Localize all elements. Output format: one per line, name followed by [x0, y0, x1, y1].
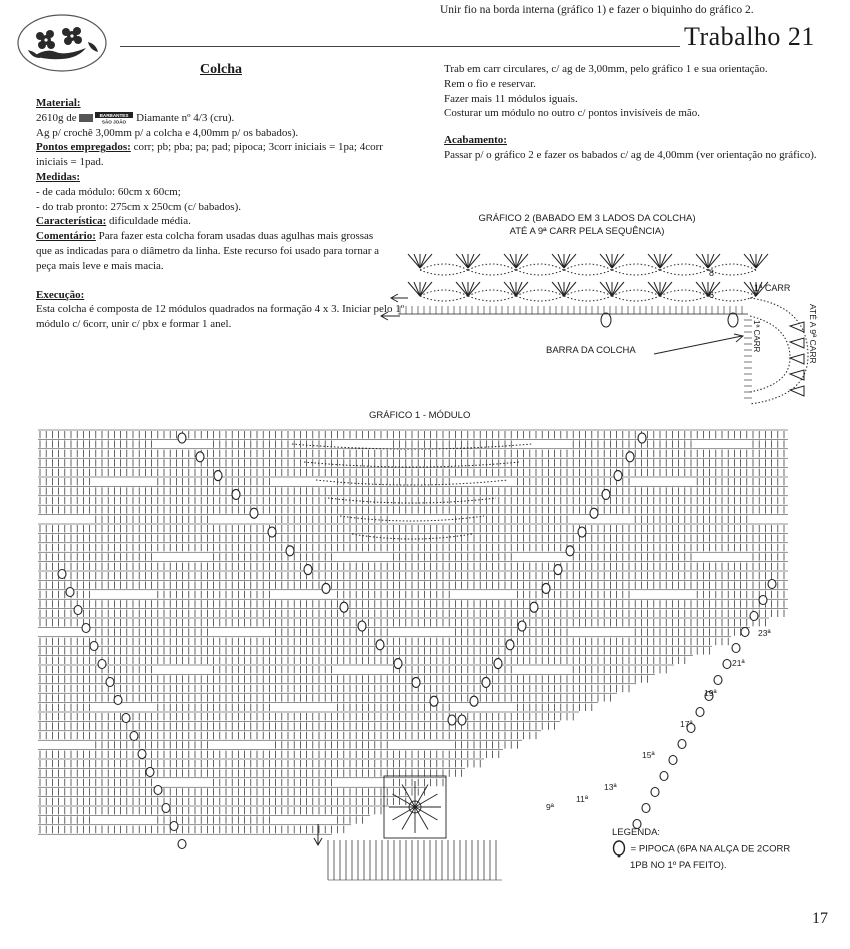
- grafico2-row-6: 6: [709, 290, 715, 300]
- left-arrow-icon: [391, 294, 408, 302]
- material-line-2: Ag p/ crochê 3,00mm p/ a colcha e 4,00mm p/ os babados).: [36, 126, 299, 139]
- left-arrow-icon-2: [381, 312, 400, 320]
- right-p1: Trab em carr circulares, c/ ag de 3,00mm, pelo gráfico 1 e sua orientação.: [444, 63, 768, 75]
- top-instruction: Unir fio na borda interna (gráfico 1) e fazer o biquinho do gráfico 2.: [440, 4, 754, 16]
- grafico1-title: GRÁFICO 1 - MÓDULO: [369, 410, 471, 421]
- row-label: 11ª: [576, 794, 588, 804]
- comentario-paragraph: Comentário: Para fazer esta colcha foram usadas duas agulhas mais grossas que as indicadas para o diâmetro da linha. Este recurso foi usado para tornar a peça mais leve e mais macia.: [36, 230, 380, 272]
- grafico2-carr1-vertical-label: 1ª CARR: [752, 320, 761, 353]
- grafico2-row-8: 8: [709, 268, 715, 278]
- brand-top-text: BARBANTES: [99, 113, 129, 119]
- barbantes-brand-icon: [79, 112, 133, 124]
- medidas-1: - de cada módulo: 60cm x 60cm;: [36, 185, 181, 198]
- article-title: Colcha: [200, 62, 242, 77]
- row-label: 23ª: [758, 628, 771, 638]
- pipoca-stitches: [58, 433, 776, 849]
- page-number: 17: [812, 910, 828, 927]
- flower-ornament-icon: [16, 12, 108, 74]
- pipoca-symbol-icon: [612, 840, 628, 858]
- acabamento-label: Acabamento:: [444, 134, 507, 147]
- legend-line-2: 1PB NO 1º PA FEITO).: [630, 860, 727, 871]
- legend: [612, 825, 790, 873]
- pontos-paragraph: Pontos empregados: corr; pb; pba; pa; pad; pipoca; 3corr iniciais = 1pa; 4corr iniciais = 1pad.: [36, 141, 383, 169]
- row-label: 17ª: [680, 719, 693, 729]
- grafico2-carr1-label: 1ª CARR: [754, 283, 791, 293]
- grafico2-carr9-label: ATÉ A 9ª CARR: [808, 304, 818, 364]
- row-label: 19ª: [704, 688, 717, 698]
- row-label: 13ª: [604, 782, 617, 792]
- grafico2-title: GRÁFICO 2 (BABADO EM 3 LADOS DA COLCHA) ATÉ A 9ª CARR PELA SEQUÊNCIA): [478, 213, 696, 237]
- grafico1-diagram: [32, 424, 798, 886]
- legend-line-1: = PIPOCA (6PA NA ALÇA DE 2CORR: [612, 840, 790, 858]
- caracteristica-paragraph: Característica: dificuldade média.: [36, 215, 191, 228]
- material-line-1: 2610g de BARBANTES SÃO JOÃO Diamante nº 4/3 (cru).: [36, 111, 235, 125]
- right-p2: Rem o fio e reservar.: [444, 77, 536, 90]
- medidas-2: - do trab pronto: 275cm x 250cm (c/ babados).: [36, 200, 241, 213]
- execucao-text: Esta colcha é composta de 12 módulos quadrados na formação 4 x 3. Iniciar pelo 1º módulo c/ 6corr, unir c/ pbx e formar 1 anel.: [36, 303, 405, 331]
- right-p3: Fazer mais 11 módulos iguais.: [444, 92, 578, 105]
- section-title: Trabalho 21: [684, 22, 815, 51]
- right-column: [444, 62, 834, 163]
- row-label: 15ª: [642, 750, 655, 760]
- medidas-label: Medidas:: [36, 170, 80, 183]
- barra-label: BARRA DA COLCHA: [546, 345, 636, 356]
- material-label: Material:: [36, 97, 81, 109]
- header-rule: [120, 46, 680, 47]
- center-motif: [328, 776, 502, 880]
- grafico2-diagram: [378, 236, 830, 408]
- barra-pointer-icon: [654, 334, 743, 354]
- brand-bottom-text: SÃO JOÃO: [102, 119, 127, 125]
- direction-arrow-icon: [314, 824, 322, 845]
- legend-title: LEGENDA:: [612, 827, 661, 838]
- right-p4: Costurar um módulo no outro c/ pontos invisíveis de mão.: [444, 107, 701, 120]
- acabamento-text: Passar p/ o gráfico 2 e fazer os babados c/ ag de 4,00mm (ver orientação no gráfico).: [444, 148, 817, 161]
- execucao-label: Execução:: [36, 288, 85, 301]
- left-column: [36, 96, 411, 332]
- row-label: 9ª: [546, 802, 554, 812]
- row-label: 21ª: [732, 658, 745, 668]
